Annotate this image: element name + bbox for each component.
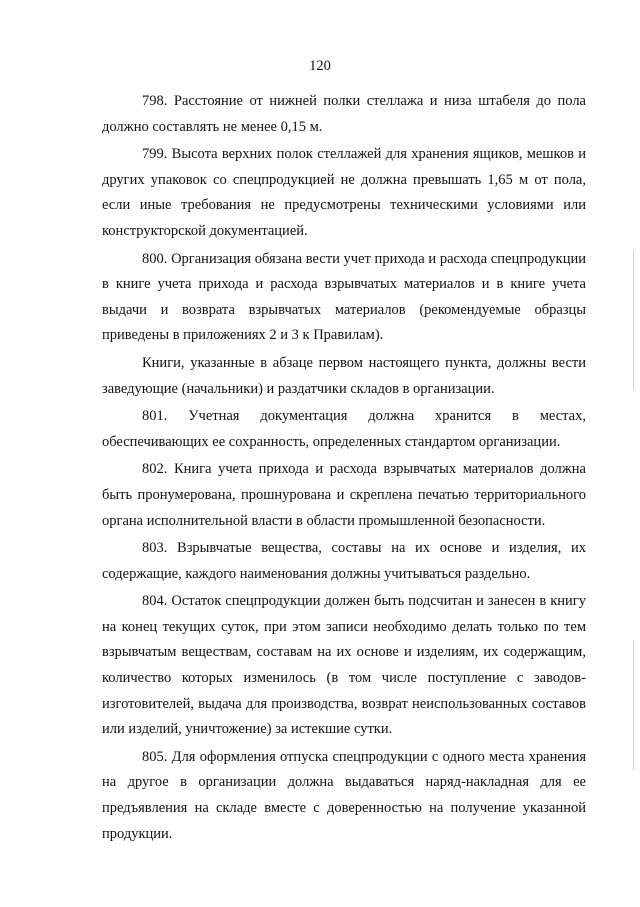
scan-edge-line (633, 640, 634, 770)
paragraph-798: 798. Расстояние от нижней полки стеллажа и низа штабеля до пола должно составлять не менее 0,15 м. (102, 93, 586, 135)
page-number: 120 (309, 58, 331, 74)
paragraph-799: 799. Высота верхних полок стеллажей для хранения ящиков, мешков и других упаковок со спецпродукцией не должна превышать 1,65 м от пола, если иные требования не предусмотрены техническими условиями или конструкторской документацией. (102, 146, 586, 239)
paragraph-805: 805. Для оформления отпуска спецпродукции с одного места хранения на другое в организации должна выдаваться наряд-накладная для ее предъявления на складе вместе с доверенностью на получение указанной продукции. (102, 748, 586, 842)
paragraph-800-books: Книги, указанные в абзаце первом настоящего пункта, должны вести заведующие (начальники) и раздатчики складов в организации. (102, 354, 586, 397)
paragraph-803: 803. Взрывчатые вещества, составы на их основе и изделия, их содержащие, каждого наименования должны учитываться раздельно. (102, 540, 586, 582)
paragraph-801: 801. Учетная документация должна хранится в местах, обеспечивающих ее сохранность, определенных стандартом организации. (102, 408, 586, 450)
paragraph-802: 802. Книга учета прихода и расхода взрывчатых материалов должна быть пронумерована, прошнурована и скреплена печатью территориального органа исполнительной власти в области промышленной безопасности. (102, 461, 586, 529)
scan-edge-line (633, 250, 634, 390)
document-body (102, 89, 586, 847)
paragraph-800: 800. Организация обязана вести учет прихода и расхода спецпродукции в книге учета прихода и расхода взрывчатых материалов и в книге учета выдачи и возврата взрывчатых материалов (рекомендуемые образцы приведены в приложениях 2 и 3 к Правилам). (102, 250, 586, 344)
paragraph-804: 804. Остаток спецпродукции должен быть подсчитан и занесен в книгу на конец текущих суток, при этом записи необходимо делать только по тем взрывчатым веществам, составам на их основе и изделиям, их содержащим, количество которых изменилось (в том числе поступление с заводов-изготовителей, выдача для производства, возврат неиспользованных составов или изделий, уничтожение) за истекшие сутки. (102, 593, 586, 738)
